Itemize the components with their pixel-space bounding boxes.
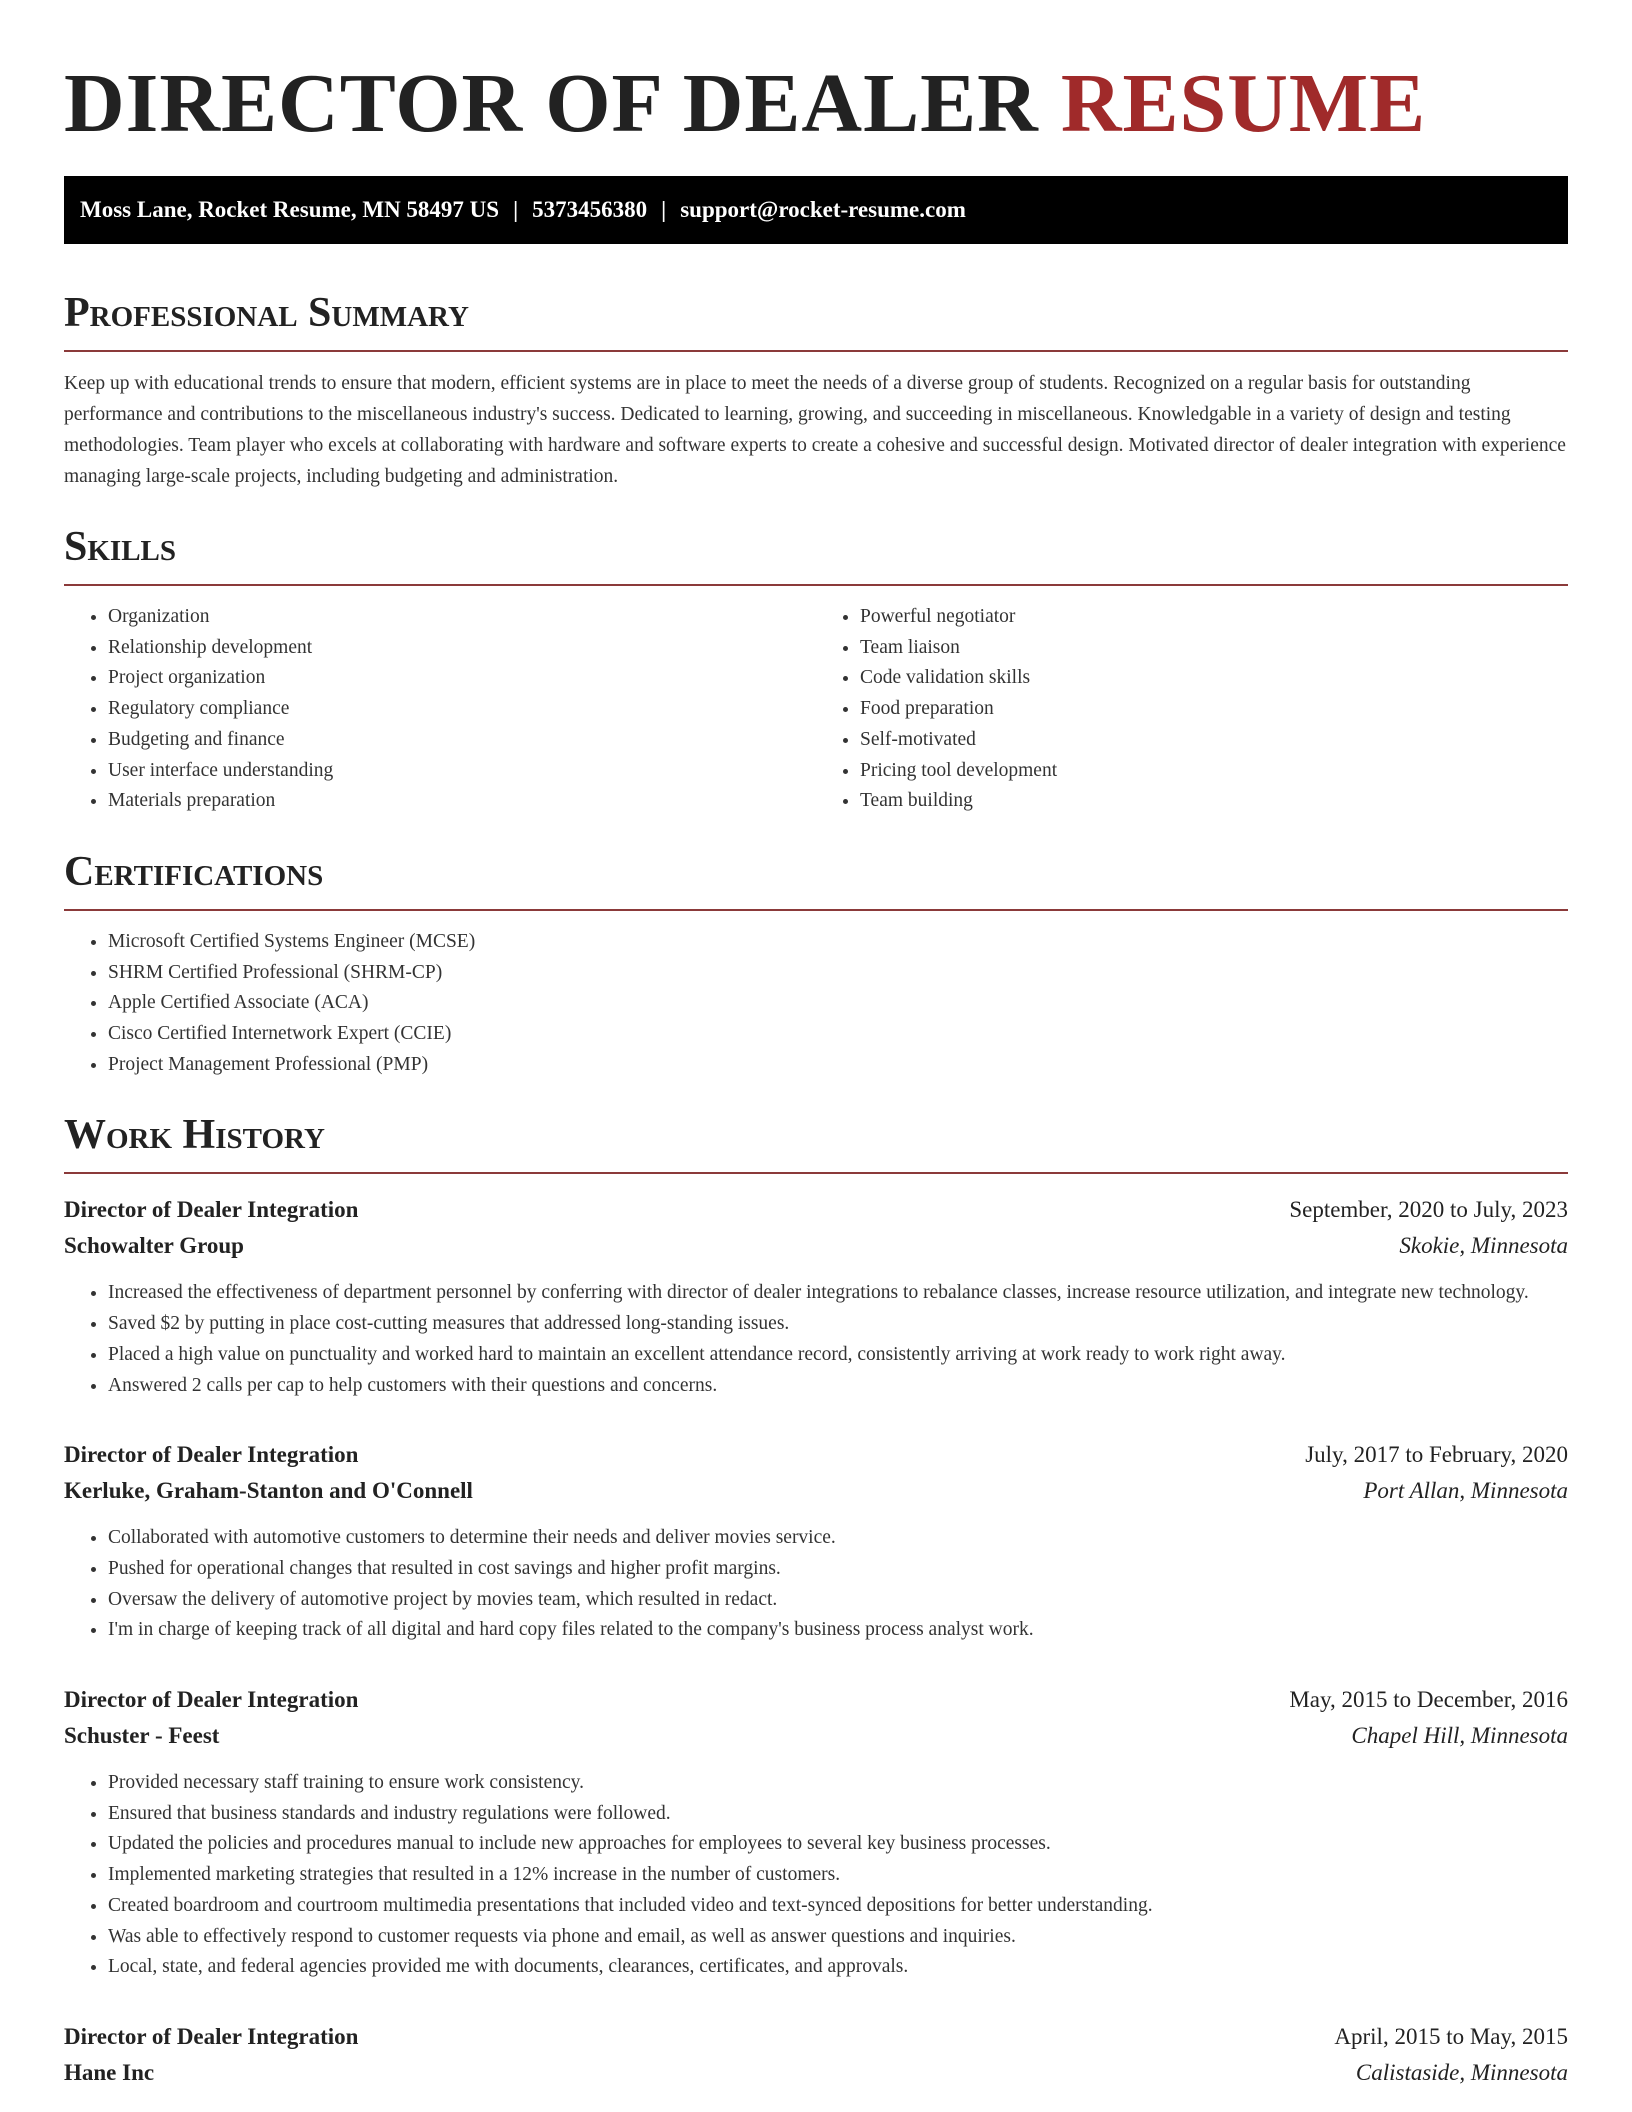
job-subheader-row: [64, 1473, 1568, 1509]
work-history-section: [64, 1110, 1568, 2091]
skill-item: • Regulatory compliance: [108, 694, 816, 725]
certification-item: • Cisco Certified Internetwork Expert (CCIE): [108, 1019, 1568, 1050]
contact-email: support@rocket-resume.com: [680, 197, 966, 222]
job-bullet: • Increased the effectiveness of department personnel by conferring with director of dealer integrations to rebalance classes, increase resource utilization, and integrate new technology.: [108, 1278, 1568, 1309]
certification-item: • SHRM Certified Professional (SHRM-CP): [108, 958, 1568, 989]
job-bullet: • Saved $2 by putting in place cost-cutting measures that addressed long-standing issues.: [108, 1309, 1568, 1340]
job-bullet: • Provided necessary staff training to ensure work consistency.: [108, 1768, 1568, 1799]
job-title: Director of Dealer Integration: [64, 1687, 359, 1713]
job-bullet: • Placed a high value on punctuality and worked hard to maintain an excellent attendance record, consistently arriving at work ready to work right away.: [108, 1340, 1568, 1371]
certification-item: • Apple Certified Associate (ACA): [108, 988, 1568, 1019]
skill-item: • Team liaison: [860, 633, 1568, 664]
job-dates: July, 2017 to February, 2020: [1305, 1442, 1568, 1468]
job-bullet: • Oversaw the delivery of automotive project by movies team, which resulted in redact.: [108, 1585, 1568, 1616]
contact-phone: 5373456380: [532, 197, 648, 222]
job-title: Director of Dealer Integration: [64, 2023, 359, 2049]
skill-item: • Organization: [108, 602, 816, 633]
job-bullets: [64, 1523, 1568, 1646]
job-location: Skokie, Minnesota: [1399, 1233, 1568, 1259]
job-entry: [64, 2019, 1568, 2091]
certifications-section: [64, 847, 1568, 1081]
skill-item: • Project organization: [108, 663, 816, 694]
title-accent: RESUME: [1060, 57, 1427, 150]
skills-heading: Skills: [64, 522, 1568, 586]
job-header-row: [64, 2019, 1568, 2055]
job-company: Kerluke, Graham-Stanton and O'Connell: [64, 1478, 473, 1504]
job-bullet: • Ensured that business standards and industry regulations were followed.: [108, 1799, 1568, 1830]
job-dates: May, 2015 to December, 2016: [1289, 1687, 1568, 1713]
job-company: Schuster - Feest: [64, 1723, 220, 1749]
job-title: Director of Dealer Integration: [64, 1442, 359, 1468]
skills-section: [64, 522, 1568, 817]
contact-separator: |: [661, 197, 667, 222]
skill-item: • Self-motivated: [860, 725, 1568, 756]
job-bullet: • Was able to effectively respond to customer requests via phone and email, as well as answer questions and inquiries.: [108, 1922, 1568, 1953]
skill-item: • User interface understanding: [108, 756, 816, 787]
skill-item: • Budgeting and finance: [108, 725, 816, 756]
summary-section: [64, 288, 1568, 492]
job-bullet: • Created boardroom and courtroom multimedia presentations that included video and text-synced depositions for better understanding.: [108, 1891, 1568, 1922]
job-location: Port Allan, Minnesota: [1363, 1478, 1568, 1504]
contact-separator: |: [513, 197, 519, 222]
job-bullet: • Collaborated with automotive customers to determine their needs and deliver movies service.: [108, 1523, 1568, 1554]
job-entry: [64, 1192, 1568, 1401]
skill-item: • Relationship development: [108, 633, 816, 664]
skill-item: • Materials preparation: [108, 786, 816, 817]
contact-bar: [64, 176, 1568, 244]
skill-item: • Code validation skills: [860, 663, 1568, 694]
skills-list-right: [816, 602, 1568, 817]
job-location: Chapel Hill, Minnesota: [1351, 1723, 1568, 1749]
skill-item: • Powerful negotiator: [860, 602, 1568, 633]
job-bullet: • Answered 2 calls per cap to help customers with their questions and concerns.: [108, 1371, 1568, 1402]
job-header-row: [64, 1437, 1568, 1473]
job-dates: April, 2015 to May, 2015: [1334, 2023, 1568, 2049]
job-bullets: [64, 1278, 1568, 1401]
skill-item: • Team building: [860, 786, 1568, 817]
job-subheader-row: [64, 1718, 1568, 1754]
job-dates: September, 2020 to July, 2023: [1289, 1197, 1568, 1223]
job-header-row: [64, 1192, 1568, 1228]
job-bullet: • Implemented marketing strategies that resulted in a 12% increase in the number of customers.: [108, 1860, 1568, 1891]
job-bullet: • Pushed for operational changes that resulted in cost savings and higher profit margins.: [108, 1554, 1568, 1585]
resume-title: [64, 56, 1568, 152]
job-bullet: • Local, state, and federal agencies provided me with documents, clearances, certificates, and approvals.: [108, 1952, 1568, 1983]
certification-item: • Microsoft Certified Systems Engineer (MCSE): [108, 927, 1568, 958]
job-subheader-row: [64, 2055, 1568, 2091]
skill-item: • Pricing tool development: [860, 756, 1568, 787]
job-title: Director of Dealer Integration: [64, 1197, 359, 1223]
job-bullet: • Updated the policies and procedures manual to include new approaches for employees to several key business processes.: [108, 1829, 1568, 1860]
job-company: Schowalter Group: [64, 1233, 244, 1259]
certifications-heading: Certifications: [64, 847, 1568, 911]
job-bullet: • I'm in charge of keeping track of all digital and hard copy files related to the company's business process analyst work.: [108, 1615, 1568, 1646]
skills-grid: [64, 586, 1568, 817]
certifications-list: [64, 927, 1568, 1081]
skills-list-left: [64, 602, 816, 817]
contact-address: Moss Lane, Rocket Resume, MN 58497 US: [80, 197, 500, 222]
work-history-heading: Work History: [64, 1110, 1568, 1174]
job-location: Calistaside, Minnesota: [1355, 2059, 1568, 2085]
certification-item: • Project Management Professional (PMP): [108, 1050, 1568, 1081]
skill-item: • Food preparation: [860, 694, 1568, 725]
job-entry: [64, 1682, 1568, 1983]
job-entry: [64, 1437, 1568, 1646]
job-header-row: [64, 1682, 1568, 1718]
summary-heading: Professional Summary: [64, 288, 1568, 352]
title-main: DIRECTOR OF DEALER: [64, 57, 1039, 150]
job-subheader-row: [64, 1228, 1568, 1264]
job-bullets: [64, 1768, 1568, 1983]
job-company: Hane Inc: [64, 2059, 155, 2085]
summary-text: Keep up with educational trends to ensure that modern, efficient systems are in place to meet the needs of a diverse group of students. Recognized on a regular basis for outstanding performance and contributions to the miscellaneous industry's success. Dedicated to learning, growing, and succeeding in miscellaneous. Knowledgable in a variety of design and testing methodologies. Team player who excels at collaborating with hardware and software experts to create a cohesive and successful design. Motivated director of dealer integration with experience managing large-scale projects, including budgeting and administration.: [64, 373, 1566, 487]
resume-page: [64, 0, 1568, 2091]
